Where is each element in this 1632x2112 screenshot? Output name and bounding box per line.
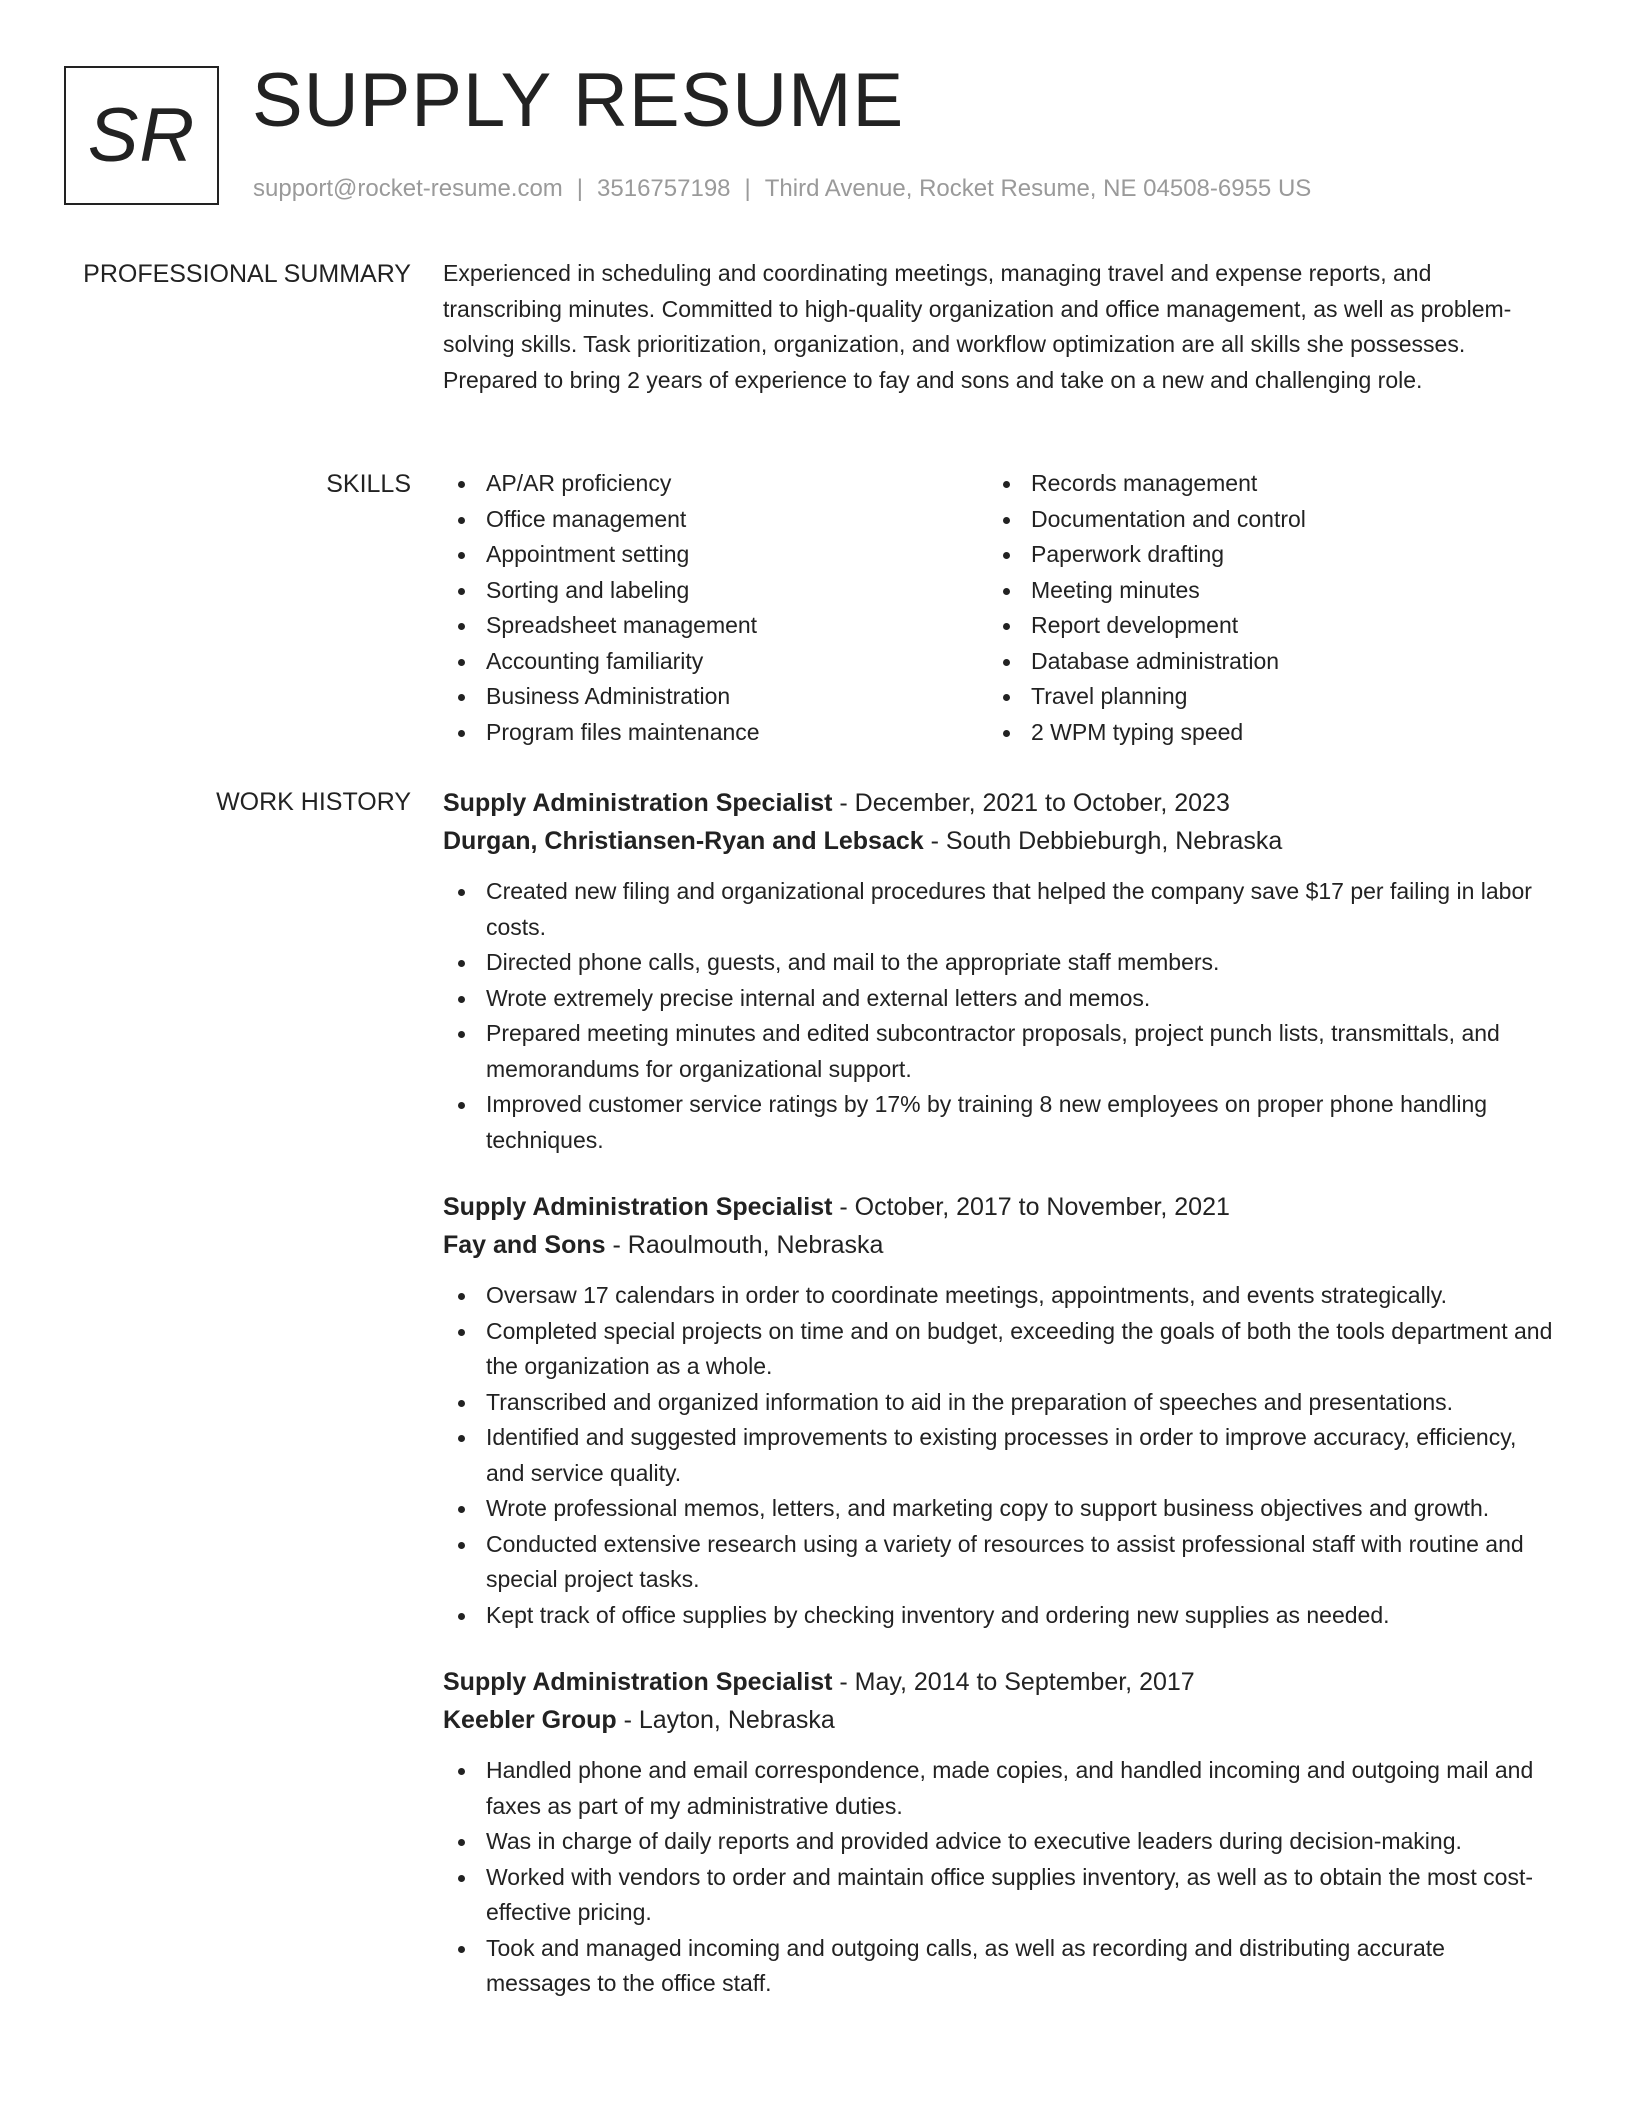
skill-item: Accounting familiarity <box>443 644 988 680</box>
monogram-logo: SR <box>64 66 219 205</box>
contact-line <box>253 174 1311 204</box>
skill-item: AP/AR proficiency <box>443 466 988 502</box>
job-company-line <box>443 1226 1555 1264</box>
skill-item: Sorting and labeling <box>443 573 988 609</box>
work-history-heading: WORK HISTORY <box>216 788 411 816</box>
skill-item: Meeting minutes <box>988 573 1533 609</box>
summary-text: Experienced in scheduling and coordinating meetings, managing travel and expense reports, and transcribing minutes. Committed to high-quality organization and office management, as well as problem-solving skills. Task prioritization, organization, and workflow optimization are all skills she possesses. Prepared to bring 2 years of experience to fay and sons and take on a new and challenging role. <box>443 260 1512 393</box>
work-history-body <box>443 784 1555 2032</box>
job-duty-item: Directed phone calls, guests, and mail to the appropriate staff members. <box>443 945 1555 981</box>
skills-heading: SKILLS <box>326 470 411 498</box>
job-location: - South Debbieburgh, Nebraska <box>923 827 1283 855</box>
job-role: Supply Administration Specialist <box>443 789 833 817</box>
job-duty-item: Oversaw 17 calendars in order to coordinate meetings, appointments, and events strategically. <box>443 1278 1555 1314</box>
job-company: Keebler Group <box>443 1706 617 1734</box>
job-entry <box>443 1663 1555 2002</box>
job-duty-item: Created new filing and organizational procedures that helped the company save $17 per failing in labor costs. <box>443 874 1555 945</box>
skill-item: Documentation and control <box>988 502 1533 538</box>
job-duties-list <box>443 1278 1555 1633</box>
skill-item: Spreadsheet management <box>443 608 988 644</box>
skill-item: Report development <box>988 608 1533 644</box>
skills-body <box>443 466 1555 750</box>
job-company-line <box>443 822 1555 860</box>
skills-list-right <box>988 466 1533 750</box>
job-dates: - May, 2014 to September, 2017 <box>832 1668 1195 1696</box>
job-entry <box>443 1188 1555 1633</box>
contact-separator: | <box>744 175 751 202</box>
summary-heading: PROFESSIONAL SUMMARY <box>83 260 411 288</box>
skill-item: Database administration <box>988 644 1533 680</box>
job-duties-list <box>443 874 1555 1158</box>
job-duty-item: Completed special projects on time and on budget, exceeding the goals of both the tools department and the organization as a whole. <box>443 1314 1555 1385</box>
contact-separator: | <box>576 175 584 202</box>
job-duty-item: Wrote professional memos, letters, and marketing copy to support business objectives and growth. <box>443 1491 1555 1527</box>
skill-item: Office management <box>443 502 988 538</box>
job-company-line <box>443 1701 1555 1739</box>
job-dates: - December, 2021 to October, 2023 <box>832 789 1230 817</box>
job-dates: - October, 2017 to November, 2021 <box>832 1193 1230 1221</box>
job-company: Durgan, Christiansen-Ryan and Lebsack <box>443 827 924 855</box>
job-duty-item: Was in charge of daily reports and provided advice to executive leaders during decision-making. <box>443 1824 1555 1860</box>
contact-phone[interactable]: 3516757198 <box>597 175 731 202</box>
job-duty-item: Conducted extensive research using a variety of resources to assist professional staff with routine and special project tasks. <box>443 1527 1555 1598</box>
skill-item: Program files maintenance <box>443 715 988 751</box>
job-duties-list <box>443 1753 1555 2002</box>
job-duty-item: Identified and suggested improvements to existing processes in order to improve accuracy, efficiency, and service quality. <box>443 1420 1555 1491</box>
skill-item: Travel planning <box>988 679 1533 715</box>
skill-item: Paperwork drafting <box>988 537 1533 573</box>
contact-address: Third Avenue, Rocket Resume, NE 04508-6955 US <box>764 175 1312 202</box>
job-duty-item: Transcribed and organized information to aid in the preparation of speeches and presentations. <box>443 1385 1555 1421</box>
job-location: - Raoulmouth, Nebraska <box>605 1231 884 1259</box>
job-duty-item: Worked with vendors to order and maintain office supplies inventory, as well as to obtain the most cost-effective pricing. <box>443 1860 1555 1931</box>
job-title-line <box>443 784 1555 822</box>
skill-item: 2 WPM typing speed <box>988 715 1533 751</box>
job-duty-item: Wrote extremely precise internal and external letters and memos. <box>443 981 1555 1017</box>
page-title: SUPPLY RESUME <box>252 58 905 143</box>
job-duty-item: Handled phone and email correspondence, made copies, and handled incoming and outgoing mail and faxes as part of my administrative duties. <box>443 1753 1555 1824</box>
job-entry <box>443 784 1555 1158</box>
job-duty-item: Improved customer service ratings by 17% by training 8 new employees on proper phone handling techniques. <box>443 1087 1555 1158</box>
job-location: - Layton, Nebraska <box>616 1706 835 1734</box>
job-company: Fay and Sons <box>443 1231 606 1259</box>
contact-email[interactable]: support@rocket-resume.com <box>253 175 563 202</box>
job-role: Supply Administration Specialist <box>443 1668 833 1696</box>
job-duty-item: Prepared meeting minutes and edited subcontractor proposals, project punch lists, transmittals, and memorandums for organizational support. <box>443 1016 1555 1087</box>
skill-item: Business Administration <box>443 679 988 715</box>
job-duty-item: Kept track of office supplies by checking inventory and ordering new supplies as needed. <box>443 1598 1555 1634</box>
job-title-line <box>443 1663 1555 1701</box>
skill-item: Records management <box>988 466 1533 502</box>
job-title-line <box>443 1188 1555 1226</box>
skill-item: Appointment setting <box>443 537 988 573</box>
job-duty-item: Took and managed incoming and outgoing calls, as well as recording and distributing accurate messages to the office staff. <box>443 1931 1555 2002</box>
skills-list-left <box>443 466 988 750</box>
job-role: Supply Administration Specialist <box>443 1193 833 1221</box>
